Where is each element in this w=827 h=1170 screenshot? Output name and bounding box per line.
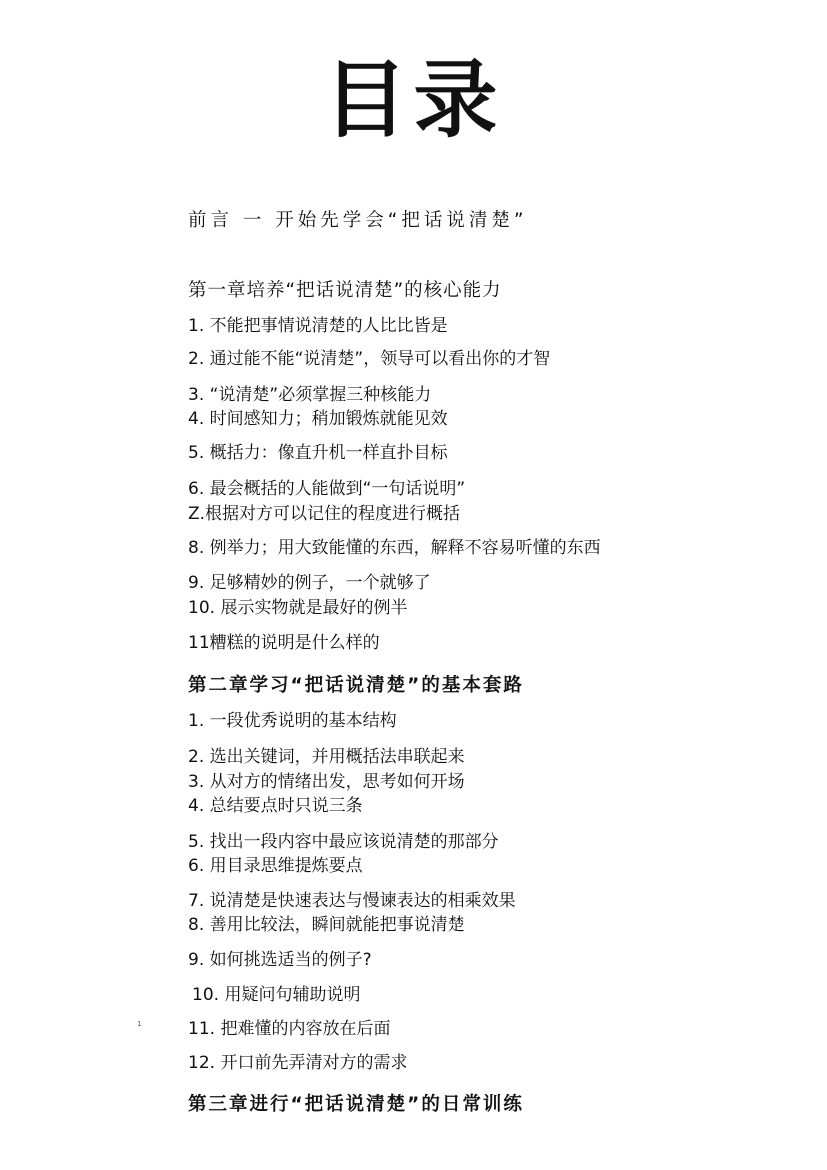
toc-item: 8. 善用比较法，瞬间就能把事说清楚 — [188, 915, 465, 935]
toc-item: 8. 例举力；用大致能懂的东西，解释不容易听懂的东西 — [188, 538, 601, 558]
toc-item: 5. 概括力：像直升机一样直扑目标 — [188, 443, 448, 463]
toc-item: 12. 开口前先弄清对方的需求 — [188, 1053, 408, 1073]
toc-item: 2. 选出关键词，并用概括法串联起来 — [188, 747, 465, 767]
toc-item: 1. 不能把事情说清楚的人比比皆是 — [188, 316, 448, 336]
toc-item: 9. 如何挑选适当的例子? — [188, 950, 372, 970]
page-marker: 1 — [137, 1020, 142, 1028]
chapter-2-heading: 第二章学习“把话说清楚”的基本套路 — [188, 675, 524, 696]
toc-item: 3. 从对方的情绪出发，思考如何开场 — [188, 772, 465, 792]
toc-item: Z.根据对方可以记住的程度进行概括 — [188, 504, 461, 524]
toc-item: 10. 用疑问句辅助说明 — [192, 985, 361, 1005]
toc-item: 9. 足够精妙的例子，一个就够了 — [188, 573, 431, 593]
toc-item: 10. 展示实物就是最好的例半 — [188, 598, 408, 618]
toc-item: 11糟糕的说明是什么样的 — [188, 633, 380, 653]
toc-item: 11. 把难懂的内容放在后面 — [188, 1019, 391, 1039]
toc-item: 7. 说清楚是快速表达与慢谏表达的相乘效果 — [188, 891, 516, 911]
chapter-3-heading: 第三章进行“把话说清楚”的日常训练 — [188, 1094, 524, 1115]
toc-item: 1. 一段优秀说明的基本结构 — [188, 711, 397, 731]
toc-item: 4. 时间感知力；稍加锻炼就能见效 — [188, 409, 448, 429]
toc-item: 4. 总结要点时只说三条 — [188, 796, 363, 816]
preface-line: 前言 一 开始先学会“把话说清楚” — [188, 210, 528, 231]
toc-item: 6. 用目录思维提炼要点 — [188, 856, 363, 876]
page-title: 目录 — [323, 51, 504, 149]
chapter-1-heading: 第一章培养“把话说清楚”的核心能力 — [188, 280, 502, 301]
toc-item: 3. “说清楚”必须掌握三种核能力 — [188, 385, 432, 405]
toc-item: 6. 最会概括的人能做到“一句话说明” — [188, 479, 466, 499]
toc-item: 5. 找出一段内容中最应该说清楚的那部分 — [188, 832, 499, 852]
toc-item: 2. 通过能不能“说清楚”，领导可以看出你的才智 — [188, 349, 551, 369]
